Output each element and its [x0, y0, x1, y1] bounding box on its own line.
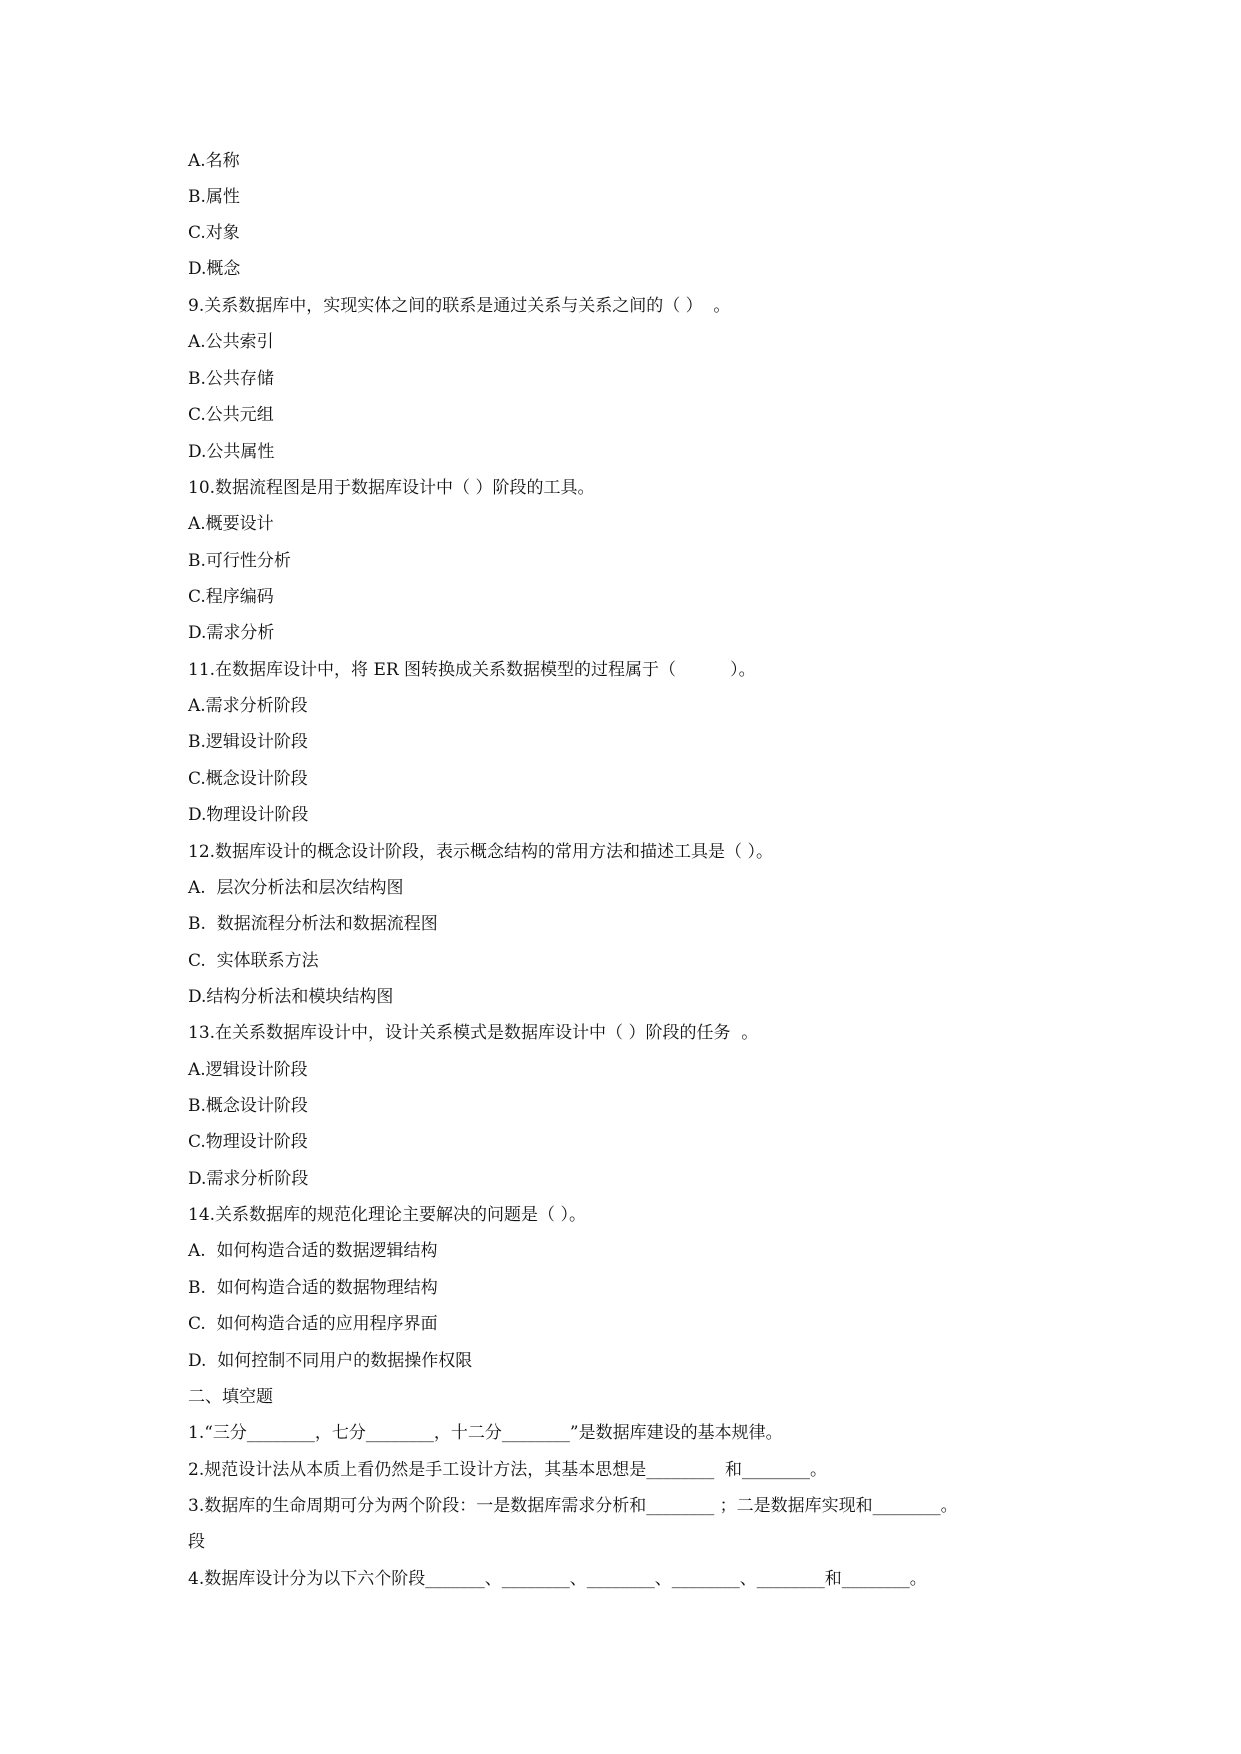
option-line: B.可行性分析	[188, 551, 291, 571]
option-line: C.对象	[188, 223, 240, 243]
option-line: B.属性	[188, 187, 240, 207]
question-line: 11.在数据库设计中，将 ER 图转换成关系数据模型的过程属于（ ）。	[188, 660, 756, 680]
option-line: D.概念	[188, 259, 241, 279]
continuation-line: 段	[188, 1532, 205, 1552]
option-line: B. 数据流程分析法和数据流程图	[188, 914, 438, 934]
section-heading: 二、填空题	[188, 1387, 273, 1407]
question-line: 9.关系数据库中，实现实体之间的联系是通过关系与关系之间的（ ） 。	[188, 296, 731, 316]
option-line: C.程序编码	[188, 587, 274, 607]
option-line: D. 如何控制不同用户的数据操作权限	[188, 1351, 473, 1371]
option-line: A.概要设计	[188, 514, 274, 534]
option-line: C.概念设计阶段	[188, 769, 308, 789]
option-line: D.结构分析法和模块结构图	[188, 987, 394, 1007]
option-line: A. 如何构造合适的数据逻辑结构	[188, 1241, 438, 1261]
question-line: 13.在关系数据库设计中，设计关系模式是数据库设计中（ ）阶段的任务 。	[188, 1023, 759, 1043]
option-line: C.公共元组	[188, 405, 274, 425]
question-line: 14.关系数据库的规范化理论主要解决的问题是（ ）。	[188, 1205, 586, 1225]
option-line: B.逻辑设计阶段	[188, 732, 308, 752]
fill-blank-question: 2.规范设计法从本质上看仍然是手工设计方法，其基本思想是________ 和________。	[188, 1460, 828, 1480]
fill-blank-question: 4.数据库设计分为以下六个阶段_______、________、________、________、________和________。	[188, 1569, 927, 1589]
fill-blank-question: 3.数据库的生命周期可分为两个阶段：一是数据库需求分析和________ ；二是数据库实现和________。	[188, 1496, 958, 1516]
question-line: 12.数据库设计的概念设计阶段，表示概念结构的常用方法和描述工具是（ ）。	[188, 842, 773, 862]
question-line: 10.数据流程图是用于数据库设计中（ ）阶段的工具。	[188, 478, 595, 498]
option-line: C. 实体联系方法	[188, 951, 319, 971]
option-line: D.物理设计阶段	[188, 805, 309, 825]
option-line: B. 如何构造合适的数据物理结构	[188, 1278, 438, 1298]
option-line: C.物理设计阶段	[188, 1132, 308, 1152]
option-line: B.公共存储	[188, 369, 274, 389]
option-line: D.需求分析阶段	[188, 1169, 309, 1189]
option-line: A.逻辑设计阶段	[188, 1060, 308, 1080]
option-line: D.需求分析	[188, 623, 275, 643]
option-line: C. 如何构造合适的应用程序界面	[188, 1314, 438, 1334]
option-line: B.概念设计阶段	[188, 1096, 308, 1116]
option-line: A. 层次分析法和层次结构图	[188, 878, 404, 898]
option-line: D.公共属性	[188, 442, 275, 462]
option-line: A.需求分析阶段	[188, 696, 308, 716]
option-line: A.公共索引	[188, 332, 274, 352]
fill-blank-question: 1.“三分________，七分________，十二分________”是数据库建设的基本规律。	[188, 1423, 783, 1443]
option-line: A.名称	[188, 151, 240, 171]
